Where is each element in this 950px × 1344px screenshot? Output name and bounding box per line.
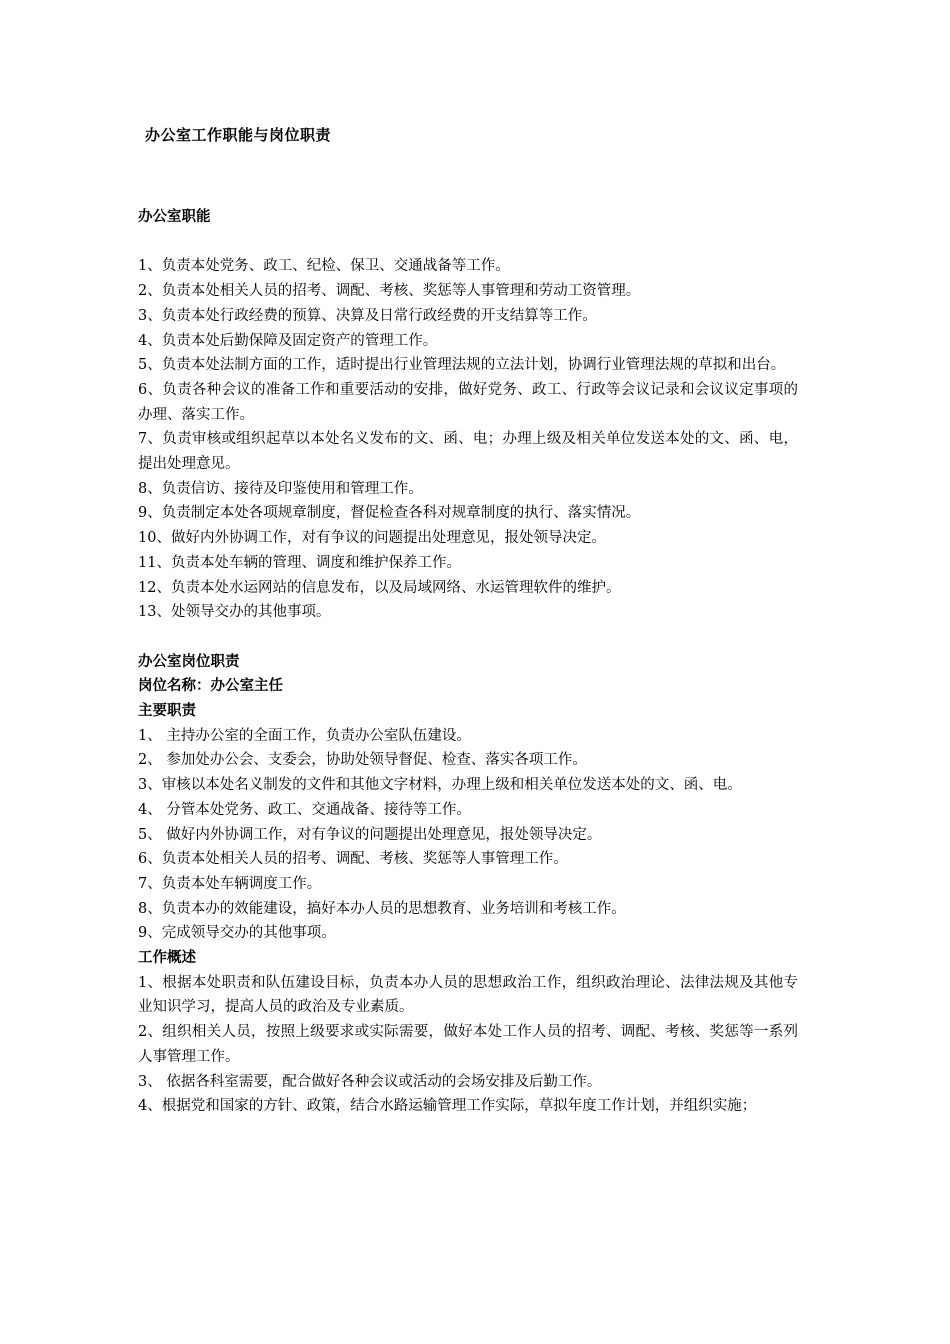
list-item: 7、负责审核或组织起草以本处名义发布的文、函、电；办理上级及相关单位发送本处的文、函、电，提出处理意见。: [138, 431, 798, 473]
document-title: 办公室工作职能与岗位职责: [145, 126, 332, 144]
document-body: [138, 205, 798, 1119]
list-item: 1、负责本处党务、政工、纪检、保卫、交通战备等工作。: [138, 258, 510, 275]
list-item: 6、负责本处相关人员的招考、调配、考核、奖惩等人事管理工作。: [138, 851, 568, 868]
list-item: 2、组织相关人员，按照上级要求或实际需要，做好本处工作人员的招考、调配、考核、奖惩等一系列人事管理工作。: [138, 1024, 798, 1065]
overview-heading: 工作概述: [138, 949, 196, 967]
overview-list: [138, 971, 798, 1119]
position-name: 岗位名称：办公室主任: [138, 677, 283, 695]
list-item: 1、 主持办公室的全面工作，负责办公室队伍建设。: [138, 727, 471, 744]
main-duties-list: [138, 724, 798, 946]
list-item: 4、 分管本处党务、政工、交通战备、接待等工作。: [138, 801, 471, 818]
list-item: 4、根据党和国家的方针、政策，结合水路运输管理工作实际，草拟年度工作计划，并组织实施；: [138, 1098, 757, 1115]
list-item: 2、负责本处相关人员的招考、调配、考核、奖惩等人事管理和劳动工资管理。: [138, 283, 641, 300]
list-item: 1、根据本处职责和队伍建设目标，负责本办人员的思想政治工作，组织政治理论、法律法规及其他专业知识学习，提高人员的政治及专业素质。: [138, 974, 798, 1016]
positions-heading: 办公室岗位职责: [138, 652, 240, 670]
list-item: 5、 做好内外协调工作，对有争议的问题提出处理意见，报处领导决定。: [138, 826, 602, 843]
spacer: [138, 625, 798, 650]
list-item: 9、负责制定本处各项规章制度，督促检查各科对规章制度的执行、落实情况。: [138, 505, 641, 522]
list-item: 2、 参加处办公会、支委会，协助处领导督促、检查、落实各项工作。: [138, 752, 587, 769]
list-item: 7、负责本处车辆调度工作。: [138, 875, 322, 892]
functions-list: [138, 254, 798, 625]
list-item: 6、负责各种会议的准备工作和重要活动的安排，做好党务、政工、行政等会议记录和会议议定事项的办理、落实工作。: [138, 381, 798, 423]
list-item: 3、负责本处行政经费的预算、决算及日常行政经费的开支结算等工作。: [138, 307, 597, 324]
list-item: 9、完成领导交办的其他事项。: [138, 925, 336, 942]
list-item: 5、负责本处法制方面的工作，适时提出行业管理法规的立法计划，协调行业管理法规的草拟和出台。: [138, 357, 786, 374]
list-item: 4、负责本处后勤保障及固定资产的管理工作。: [138, 332, 438, 349]
list-item: 8、负责本办的效能建设，搞好本办人员的思想教育、业务培训和考核工作。: [138, 900, 626, 917]
list-item: 12、负责本处水运网站的信息发布，以及局域网络、水运管理软件的维护。: [138, 579, 621, 596]
list-item: 3、 依据各科室需要，配合做好各种会议或活动的会场安排及后勤工作。: [138, 1073, 602, 1090]
list-item: 13、处领导交办的其他事项。: [138, 604, 331, 621]
list-item: 11、负责本处车辆的管理、调度和维护保养工作。: [138, 554, 461, 571]
list-item: 8、负责信访、接待及印鉴使用和管理工作。: [138, 480, 423, 497]
spacer: [138, 230, 798, 255]
list-item: 10、做好内外协调工作，对有争议的问题提出处理意见，报处领导决定。: [138, 530, 606, 547]
functions-heading: 办公室职能: [138, 208, 211, 225]
list-item: 3、审核以本处名义制发的文件和其他文字材料，办理上级和相关单位发送本处的文、函、电。: [138, 777, 742, 794]
main-duties-heading: 主要职责: [138, 702, 196, 720]
